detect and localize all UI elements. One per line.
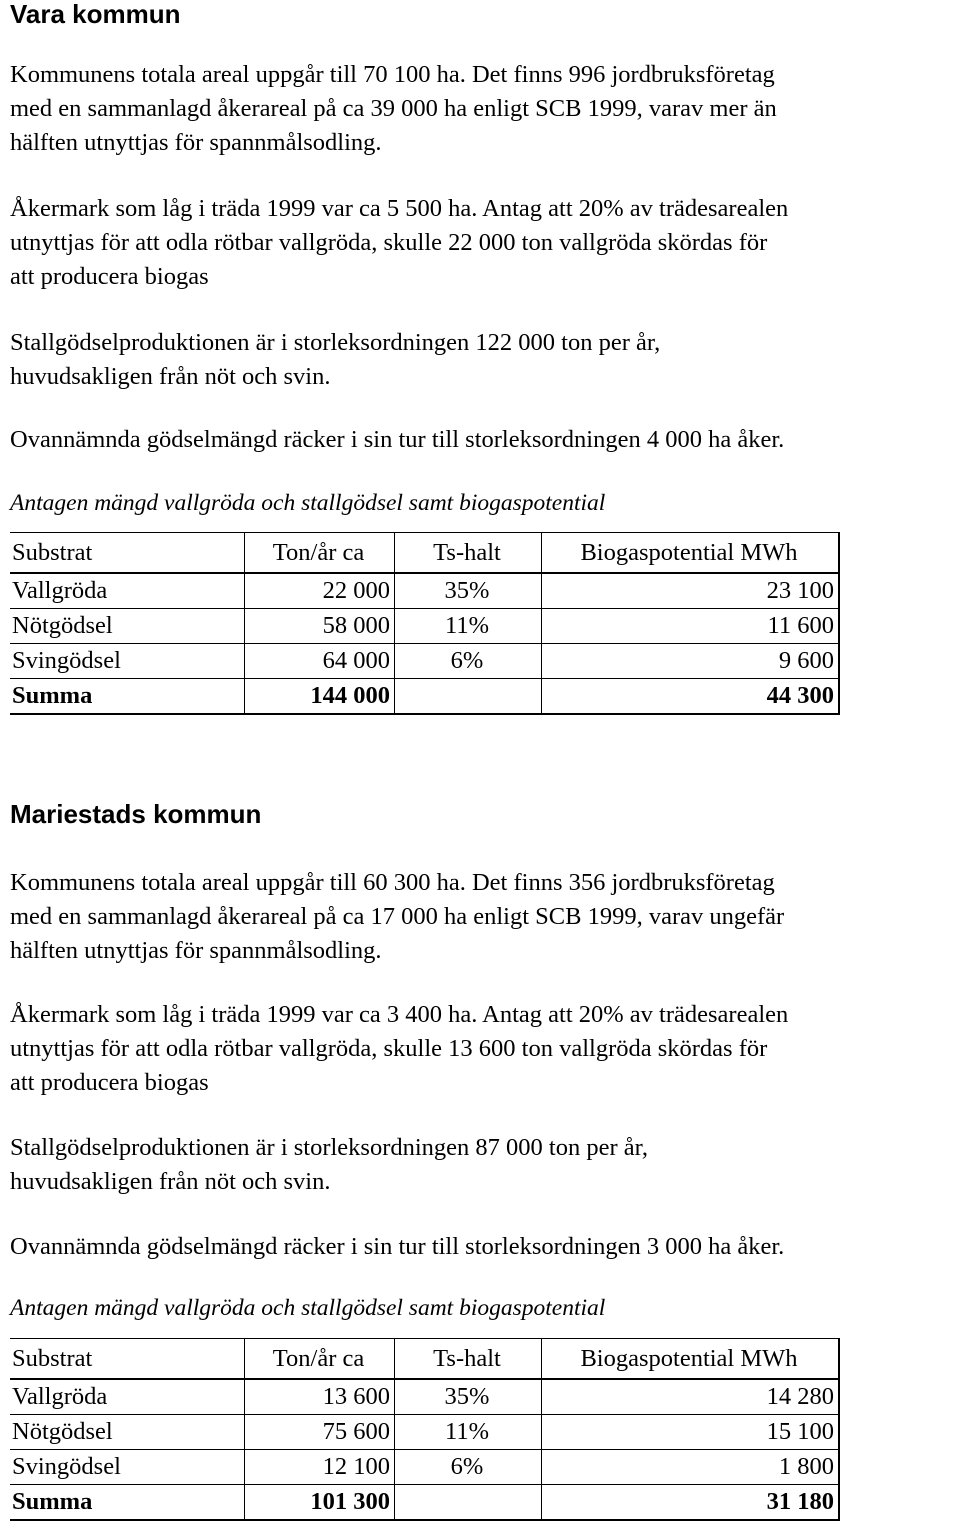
paragraph-area bbox=[10, 192, 788, 294]
section-heading: Mariestads kommun bbox=[10, 799, 262, 829]
table-cell: 75 600 bbox=[245, 1415, 395, 1450]
text-line: Stallgödselproduktionen är i storleksordningen 87 000 ton per år, bbox=[10, 1134, 648, 1161]
table-cell: 11% bbox=[395, 609, 542, 644]
column-header: Ton/år ca bbox=[245, 533, 395, 574]
table-cell: 9 600 bbox=[542, 644, 840, 679]
table-cell: 31 180 bbox=[542, 1485, 840, 1521]
column-header: Substrat bbox=[10, 533, 245, 574]
table-cell: 11% bbox=[395, 1415, 542, 1450]
text-line: Kommunens totala areal uppgår till 60 300 ha. Det finns 356 jordbruksföretag bbox=[10, 869, 775, 896]
column-header: Ts-halt bbox=[395, 1339, 542, 1380]
column-header: Biogaspotential MWh bbox=[542, 1339, 840, 1380]
table-cell: 1 800 bbox=[542, 1450, 840, 1485]
table-row bbox=[10, 609, 839, 644]
table-cell: 11 600 bbox=[542, 609, 840, 644]
text-line: Ovannämnda gödselmängd räcker i sin tur till storleksordningen 4 000 ha åker. bbox=[10, 426, 785, 453]
table-caption: Antagen mängd vallgröda och stallgödsel samt biogaspotential bbox=[10, 1295, 606, 1321]
table-cell: 144 000 bbox=[245, 679, 395, 715]
paragraph-area bbox=[10, 326, 660, 394]
table-cell: 64 000 bbox=[245, 644, 395, 679]
text-line: Ovannämnda gödselmängd räcker i sin tur till storleksordningen 3 000 ha åker. bbox=[10, 1233, 785, 1260]
table-cell: 44 300 bbox=[542, 679, 840, 715]
paragraph-area bbox=[10, 866, 784, 968]
table-cell bbox=[395, 679, 542, 715]
text-line: Kommunens totala areal uppgår till 70 100 ha. Det finns 996 jordbruksföretag bbox=[10, 61, 775, 88]
table-caption-area bbox=[10, 1291, 605, 1325]
text-line: att producera biogas bbox=[10, 1069, 209, 1096]
table-cell: Summa bbox=[10, 1485, 245, 1521]
table-cell: Summa bbox=[10, 679, 245, 715]
table-cell: 101 300 bbox=[245, 1485, 395, 1521]
column-header: Ts-halt bbox=[395, 533, 542, 574]
table-header-row bbox=[10, 533, 839, 574]
table-row bbox=[10, 1379, 839, 1415]
table-cell: 23 100 bbox=[542, 573, 840, 609]
table-cell: Svingödsel bbox=[10, 644, 245, 679]
table-cell bbox=[395, 1485, 542, 1521]
section-mariestad bbox=[10, 799, 955, 1515]
table-cell: Nötgödsel bbox=[10, 609, 245, 644]
paragraph-area bbox=[10, 998, 788, 1100]
column-header: Substrat bbox=[10, 1339, 245, 1380]
biogas-table bbox=[10, 1338, 840, 1521]
table-header-row bbox=[10, 1339, 839, 1380]
text-line: Åkermark som låg i träda 1999 var ca 3 400 ha. Antag att 20% av trädesarealen bbox=[10, 1001, 789, 1028]
table-cell: 12 100 bbox=[245, 1450, 395, 1485]
table-cell: 13 600 bbox=[245, 1379, 395, 1415]
text-line: att producera biogas bbox=[10, 263, 209, 290]
table-row bbox=[10, 573, 839, 609]
table-cell: Svingödsel bbox=[10, 1450, 245, 1485]
table-cell: 14 280 bbox=[542, 1379, 840, 1415]
table-cell: Vallgröda bbox=[10, 573, 245, 609]
section-vara bbox=[10, 0, 955, 709]
paragraph-area bbox=[10, 1230, 784, 1264]
paragraph-area bbox=[10, 1131, 648, 1199]
text-line: huvudsakligen från nöt och svin. bbox=[10, 363, 331, 390]
section-heading: Vara kommun bbox=[10, 0, 181, 29]
table-cell: 6% bbox=[395, 644, 542, 679]
text-line: hälften utnyttjas för spannmålsodling. bbox=[10, 937, 382, 964]
table-total-row bbox=[10, 679, 839, 715]
table-cell: 22 000 bbox=[245, 573, 395, 609]
table-caption-area bbox=[10, 486, 605, 520]
table-row bbox=[10, 1450, 839, 1485]
table-cell: Vallgröda bbox=[10, 1379, 245, 1415]
text-line: utnyttjas för att odla rötbar vallgröda, skulle 22 000 ton vallgröda skördas för bbox=[10, 229, 768, 256]
table-cell: 35% bbox=[395, 573, 542, 609]
text-line: med en sammanlagd åkerareal på ca 39 000 ha enligt SCB 1999, varav mer än bbox=[10, 95, 777, 122]
table-cell: 58 000 bbox=[245, 609, 395, 644]
table-cell: 6% bbox=[395, 1450, 542, 1485]
biogas-table bbox=[10, 532, 840, 715]
text-line: med en sammanlagd åkerareal på ca 17 000 ha enligt SCB 1999, varav ungefär bbox=[10, 903, 785, 930]
table-cell: 15 100 bbox=[542, 1415, 840, 1450]
column-header: Ton/år ca bbox=[245, 1339, 395, 1380]
text-line: hälften utnyttjas för spannmålsodling. bbox=[10, 129, 382, 156]
table-cell: Nötgödsel bbox=[10, 1415, 245, 1450]
text-line: Stallgödselproduktionen är i storleksordningen 122 000 ton per år, bbox=[10, 329, 661, 356]
table-row bbox=[10, 644, 839, 679]
paragraph-area bbox=[10, 58, 777, 160]
table-cell: 35% bbox=[395, 1379, 542, 1415]
text-line: utnyttjas för att odla rötbar vallgröda, skulle 13 600 ton vallgröda skördas för bbox=[10, 1035, 768, 1062]
text-line: huvudsakligen från nöt och svin. bbox=[10, 1168, 331, 1195]
paragraph-area bbox=[10, 423, 784, 457]
table-caption: Antagen mängd vallgröda och stallgödsel samt biogaspotential bbox=[10, 490, 606, 516]
table-row bbox=[10, 1415, 839, 1450]
text-line: Åkermark som låg i träda 1999 var ca 5 500 ha. Antag att 20% av trädesarealen bbox=[10, 195, 789, 222]
column-header: Biogaspotential MWh bbox=[542, 533, 840, 574]
table-total-row bbox=[10, 1485, 839, 1521]
